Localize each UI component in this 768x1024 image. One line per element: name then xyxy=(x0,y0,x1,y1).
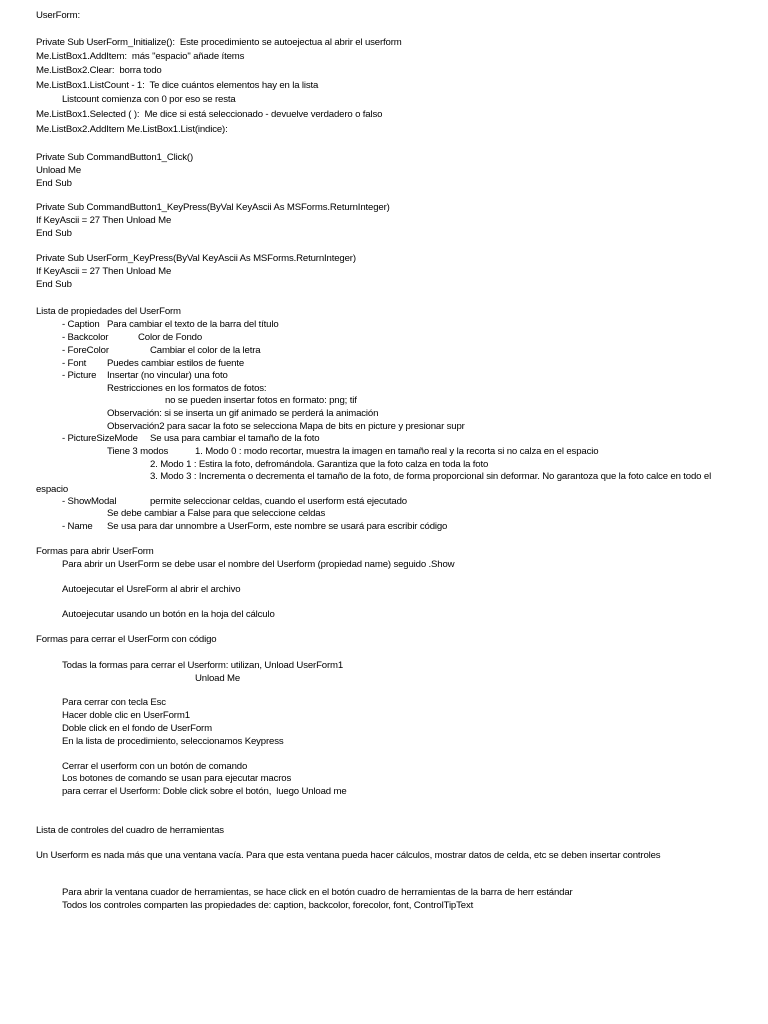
body-line: Para cerrar con tecla Esc xyxy=(62,697,166,708)
body-line: Todas la formas para cerrar el Userform: utilizan, Unload UserForm1 xyxy=(62,660,344,671)
code-line: If KeyAscii = 27 Then Unload Me xyxy=(36,215,172,226)
code-line: Private Sub CommandButton1_KeyPress(ByVal KeyAscii As MSForms.ReturnInteger) xyxy=(36,202,390,213)
property-note: Observación2 para sacar la foto se selecciona Mapa de bits en picture y presionar supr xyxy=(107,421,465,432)
property-desc: permite seleccionar celdas, cuando el userform está ejecutado xyxy=(150,496,407,507)
mode-item: 2. Modo 1 : Estira la foto, defromándola. Garantiza que la foto calza en toda la foto xyxy=(150,459,489,470)
property-name: - ForeColor xyxy=(62,345,109,356)
section-heading: Lista de propiedades del UserForm xyxy=(36,306,181,317)
property-desc: Cambiar el color de la letra xyxy=(150,345,261,356)
code-line: Me.ListBox2.Clear: borra todo xyxy=(36,65,162,76)
property-name: - Picture xyxy=(62,370,97,381)
body-line: Para abrir la ventana cuador de herramientas, se hace click en el botón cuadro de herramientas de la barra de herr estándar xyxy=(62,887,573,898)
body-line: Unload Me xyxy=(195,673,241,684)
section-heading: Formas para cerrar el UserForm con código xyxy=(36,634,217,645)
property-name: - ShowModal xyxy=(62,496,117,507)
property-note: Se debe cambiar a False para que seleccione celdas xyxy=(107,508,326,519)
body-line: Todos los controles comparten las propiedades de: caption, backcolor, forecolor, font, ControlTipText xyxy=(62,900,474,911)
property-name: - Name xyxy=(62,521,93,532)
property-desc: Puedes cambiar estilos de fuente xyxy=(107,358,245,369)
doc-heading: UserForm: xyxy=(36,10,80,21)
body-line: En la lista de procedimiento, seleccionamos Keypress xyxy=(62,736,284,747)
code-line: Me.ListBox1.AddItem: más "espacio" añade ítems xyxy=(36,51,245,62)
section-heading: Formas para abrir UserForm xyxy=(36,546,154,557)
code-line: Private Sub UserForm_KeyPress(ByVal KeyAscii As MSForms.ReturnInteger) xyxy=(36,253,356,264)
property-name: - Backcolor xyxy=(62,332,109,343)
mode-item: 1. Modo 0 : modo recortar, muestra la imagen en tamaño real y la recorta si no calza en el espacio xyxy=(195,446,599,457)
code-line: End Sub xyxy=(36,178,72,189)
property-name: - Caption xyxy=(62,319,100,330)
body-line: Autoejecutar el UsreForm al abrir el archivo xyxy=(62,584,241,595)
property-note: Tiene 3 modos xyxy=(107,446,169,457)
code-line: End Sub xyxy=(36,228,72,239)
body-line: Los botones de comando se usan para ejecutar macros xyxy=(62,773,292,784)
body-line: Doble click en el fondo de UserForm xyxy=(62,723,212,734)
property-note: no se pueden insertar fotos en formato: png; tif xyxy=(165,395,357,406)
property-note: Restricciones en los formatos de fotos: xyxy=(107,383,267,394)
body-line: Hacer doble clic en UserForm1 xyxy=(62,710,190,721)
property-name: - PictureSizeMode xyxy=(62,433,138,444)
code-line: Me.ListBox2.AddItem Me.ListBox1.List(indice): xyxy=(36,124,228,135)
note-line: Listcount comienza con 0 por eso se resta xyxy=(62,94,236,105)
body-line: Un Userform es nada más que una ventana vacía. Para que esta ventana pueda hacer cálculos, mostrar datos de celda, etc se deben insertar controles xyxy=(36,850,661,861)
code-line: Private Sub UserForm_Initialize(): Este procedimiento se autoejectua al abrir el userform xyxy=(36,37,402,48)
mode-item-cont: espacio xyxy=(36,484,69,495)
property-desc: Se usa para dar unnombre a UserForm, este nombre se usará para escribir código xyxy=(107,521,448,532)
property-name: - Font xyxy=(62,358,87,369)
property-desc: Se usa para cambiar el tamaño de la foto xyxy=(150,433,320,444)
section-heading: Lista de controles del cuadro de herramientas xyxy=(36,825,224,836)
mode-item: 3. Modo 3 : Incrementa o decrementa el tamaño de la foto, de forma proporcional sin deformar. No garantoza que la foto calce en todo el xyxy=(150,471,712,482)
property-note: Observación: si se inserta un gif animado se perderá la animación xyxy=(107,408,379,419)
code-line: Me.ListBox1.ListCount - 1: Te dice cuántos elementos hay en la lista xyxy=(36,80,319,91)
property-desc: Para cambiar el texto de la barra del título xyxy=(107,319,279,330)
code-line: If KeyAscii = 27 Then Unload Me xyxy=(36,266,172,277)
property-desc: Insertar (no vincular) una foto xyxy=(107,370,228,381)
body-line: Autoejecutar usando un botón en la hoja del cálculo xyxy=(62,609,275,620)
code-line: Unload Me xyxy=(36,165,82,176)
body-line: Para abrir un UserForm se debe usar el nombre del Userform (propiedad name) seguido .Show xyxy=(62,559,455,570)
code-line: Me.ListBox1.Selected ( ): Me dice si está seleccionado - devuelve verdadero o falso xyxy=(36,109,383,120)
body-line: Cerrar el userform con un botón de comando xyxy=(62,761,248,772)
body-line: para cerrar el Userform: Doble click sobre el botón, luego Unload me xyxy=(62,786,347,797)
code-line: Private Sub CommandButton1_Click() xyxy=(36,152,193,163)
code-line: End Sub xyxy=(36,279,72,290)
property-desc: Color de Fondo xyxy=(138,332,203,343)
